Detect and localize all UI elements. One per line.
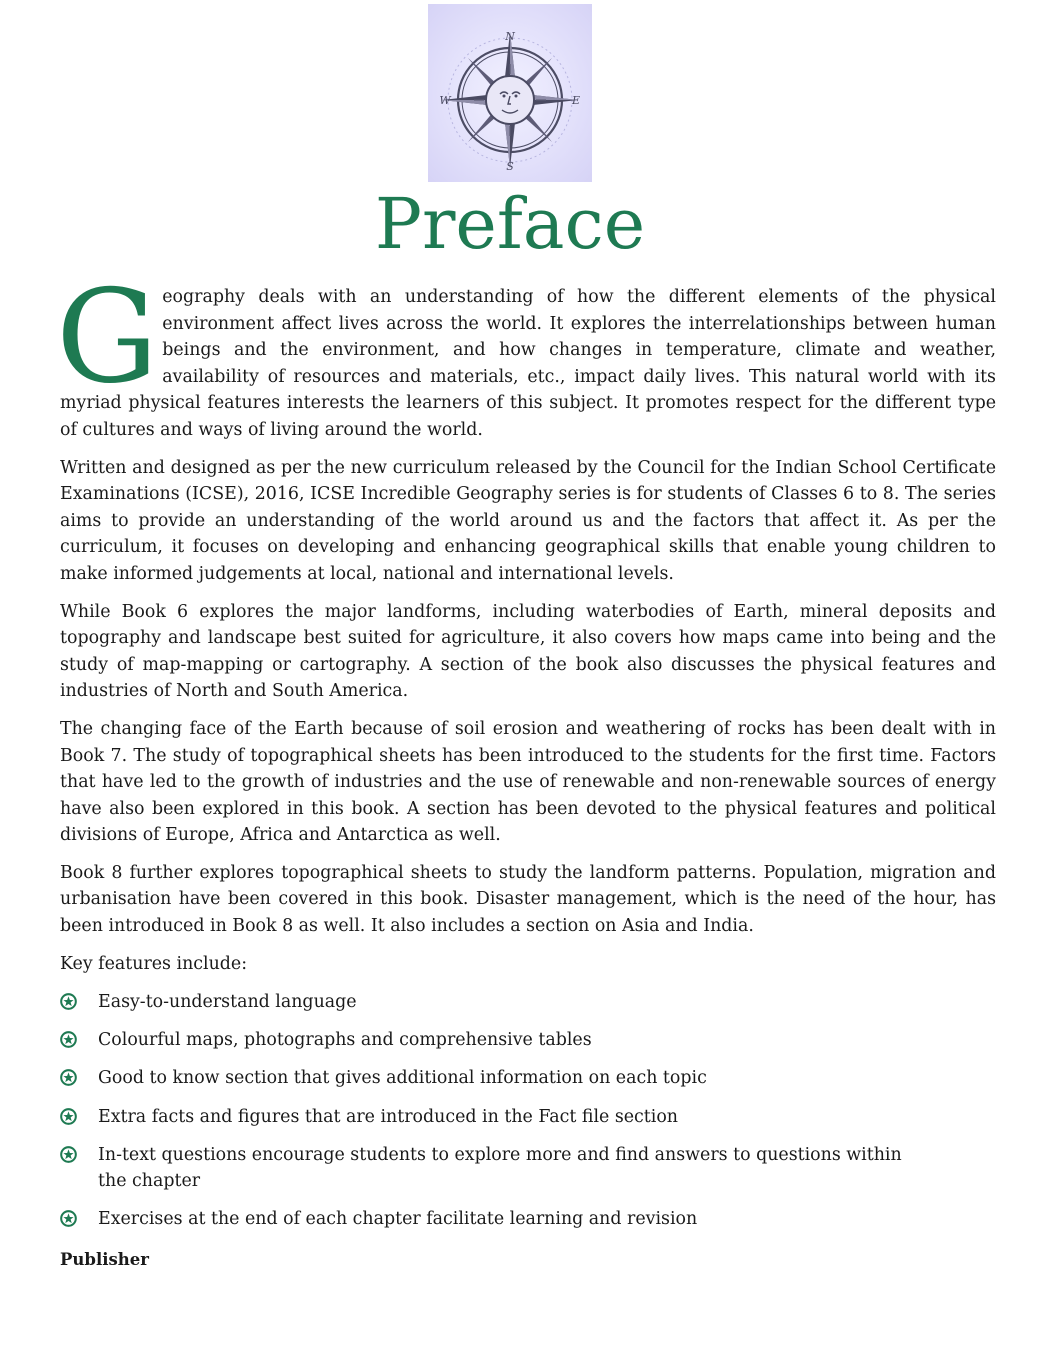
paragraph-intro-text: eography deals with an understanding of how the different elements of the physical environment affect lives across the world. It explores the interrelationships between human beings and the environment, and how changes in temperature, climate and weather, availability of resources and materials, etc., impact daily lives. This natural world with its myriad physical features interests the learners of this subject. It promotes respect for the different type of cultures and ways of living around the world. — [60, 287, 996, 440]
list-item-text: Exercises at the end of each chapter facilitate learning and revision — [98, 1209, 698, 1230]
list-item — [60, 1206, 928, 1233]
paragraph-intro — [56, 263, 996, 444]
list-item-text: Extra facts and figures that are introduced in the Fact file section — [98, 1106, 679, 1127]
publisher-signature: Publisher — [60, 1249, 149, 1269]
list-item — [60, 989, 928, 1016]
compass-label-west: W — [439, 94, 451, 107]
list-item — [60, 1142, 928, 1195]
list-item-text: Colourful maps, photographs and comprehensive tables — [98, 1030, 592, 1051]
compass-label-south: S — [506, 160, 514, 173]
list-item-text: Easy-to-understand language — [98, 992, 357, 1013]
paragraph-curriculum: Written and designed as per the new curriculum released by the Council for the Indian School Certificate Examinations (ICSE), 2016, ICSE Incredible Geography series is for students of Classes 6 to 8. The series aims to provide an understanding of the world around us and the factors that affect it. As per the curriculum, it focuses on developing and enhancing geographical skills that enable young children to make informed judgements at local, national and international levels. — [60, 457, 996, 584]
paragraph-book-8: Book 8 further explores topographical sheets to study the landform patterns. Population, migration and urbanisation have been covered in this book. Disaster management, which is the need of the hour, has been introduced in Book 8 as well. It also includes a section on Asia and India. — [60, 862, 996, 937]
features-list — [60, 989, 996, 1233]
features-heading: Key features include: — [60, 953, 248, 974]
compass-label-east: E — [571, 94, 581, 107]
star-circle-bullet-icon — [60, 1069, 77, 1086]
paragraph-book-6: While Book 6 explores the major landforms, including waterbodies of Earth, mineral deposits and topography and landscape best suited for agriculture, it also covers how maps came into being and the study of map-mapping or cartography. A section of the book also discusses the physical features and industries of North and South America. — [60, 601, 996, 702]
list-item — [60, 1027, 928, 1054]
list-item-text: In-text questions encourage students to explore more and find answers to questions within the chapter — [98, 1144, 902, 1192]
compass-label-north: N — [505, 30, 515, 43]
star-circle-bullet-icon — [60, 1031, 77, 1048]
list-item — [60, 1104, 928, 1131]
page-title: Preface — [374, 183, 646, 265]
star-circle-bullet-icon — [60, 1108, 77, 1125]
list-item — [60, 1065, 928, 1092]
drop-cap: G — [56, 263, 159, 412]
preface-body — [56, 263, 996, 1274]
compass-rose-sun-icon — [428, 4, 592, 182]
paragraph-book-7: The changing face of the Earth because of soil erosion and weathering of rocks has been dealt with in Book 7. The study of topographical sheets has been introduced to the students for the first time. Factors that have led to the growth of industries and the use of renewable and non-renewable sources of energy have also been explored in this book. A section has been devoted to the physical features and political divisions of Europe, Africa and Antarctica as well. — [60, 718, 996, 846]
star-circle-bullet-icon — [60, 1146, 77, 1163]
star-circle-bullet-icon — [60, 1210, 77, 1227]
star-circle-bullet-icon — [60, 993, 77, 1010]
compass-illustration — [428, 4, 592, 182]
list-item-text: Good to know section that gives additional information on each topic — [98, 1068, 707, 1089]
